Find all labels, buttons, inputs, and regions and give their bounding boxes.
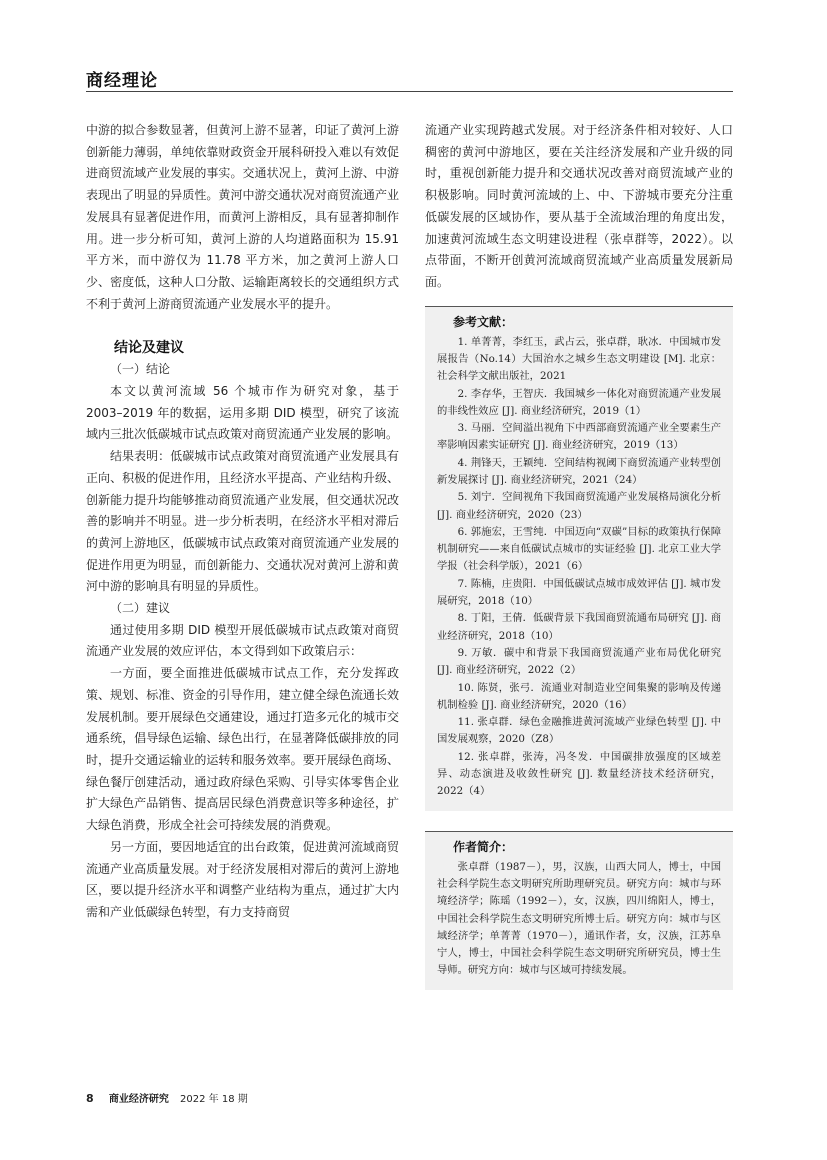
reference-item: 5. 刘宁．空间视角下我国商贸流通产业发展格局演化分析 [J]. 商业经济研究，2020（23） (437, 491, 721, 521)
intro-paragraph: 中游的拟合参数显著，但黄河上游不显著，印证了黄河上游创新能力薄弱，单纯依靠财政资金开展科研投入难以有效促进商贸流域产业发展的事实。交通状况上，黄河上游、中游表现出了明显的异质性。黄河中游交通状况对商贸流通产业发展具有显著促进作用，而黄河上游相反，具有显著抑制作用。进一步分析可知，黄河上游的人均道路面积为 15.91 平方米，而中游仅为 11.78 平方米，加之黄河上游人口少、密度低，这种人口分散、运输距离较长的交通组织方式不利于黄河上游商贸流通产业发展水平的提升。 (86, 123, 399, 311)
suggestion-paragraph-3: 另一方面，要因地适宜的出台政策，促进黄河流域商贸流通产业高质量发展。对于经济发展相对滞后的黄河上游地区，要以提升经济水平和调整产业结构为重点，通过扩大内需和产业低碳绿色转型，有力支持商贸 (86, 839, 399, 919)
reference-item: 12. 张卓群，张涛，冯冬发．中国碳排放强度的区域差异、动态演进及收敛性研究 [J]. 数量经济技术经济研究，2022（4） (437, 750, 721, 798)
right-column (425, 120, 733, 990)
suggestion-paragraph-2: 一方面，要全面推进低碳城市试点工作，充分发挥政策、规划、标准、资金的引导作用，建立健全绿色流通长效发展机制。要开展绿色交通建设，通过打造多元化的城市交通系统，倡导绿色运输、绿色出行，在显著降低碳排放的同时，提升交通运输业的运转和服务效率。要开展绿色商场、绿色餐厅创建活动，通过政府绿色采购、引导实体零售企业扩大绿色产品销售、提高居民绿色消费意识等多种途径，扩大绿色消费，形成全社会可持续发展的消费观。 (86, 666, 399, 833)
page-number: 8 (86, 1092, 94, 1105)
continued-paragraph: 流通产业实现跨越式发展。对于经济条件相对较好、人口稠密的黄河中游地区，要在关注经济发展和产业升级的同时，重视创新能力提升和交通状况改善对商贸流域产业的积极影响。同时黄河流域的上、中、下游城市要充分注重低碳发展的区域协作，要从基于全流域治理的角度出发，加速黄河流域生态文明建设进程（张卓群等，2022）。以点带面，不断开创黄河流域商贸流域产业高质量发展新局面。 (425, 123, 733, 289)
section-header-title: 商经理论 (86, 71, 158, 91)
references-box (425, 306, 733, 811)
conclusion-paragraph-1: 本文以黄河流域 56 个城市作为研究对象，基于 2003–2019 年的数据，运用多期 DID 模型，研究了该流域内三批次低碳城市试点政策对商贸流通产业发展的影响。 (86, 384, 399, 442)
page-footer (86, 1090, 248, 1105)
conclusion-heading: 结论及建议 (114, 340, 184, 357)
suggestion-paragraph-1: 通过使用多期 DID 模型开展低碳城市试点政策对商贸流通产业发展的效应评估，本文得到如下政策启示： (86, 622, 399, 659)
reference-item: 7. 陈楠，庄贵阳．中国低碳试点城市成效评估 [J]. 城市发展研究，2018（10） (437, 577, 721, 608)
conclusion-paragraph-2: 结果表明：低碳城市试点政策对商贸流通产业发展具有正向、积极的促进作用，且经济水平提高、产业结构升级、创新能力提升均能够推动商贸流通产业发展，但交通状况改善的影响并不明显。进一步分析表明，在经济水平相对滞后的黄河上游地区，低碳城市试点政策对商贸流通产业发展的促进作用更为明显，而创新能力、交通状况对黄河上游和黄河中游的影响具有明显的异质性。 (86, 449, 399, 594)
reference-item: 6. 郭施宏，王雪纯．中国迈向“双碳”目标的政策执行保障机制研究——来自低碳试点城市的实证经验 [J]. 北京工业大学学报（社会科学版），2021（6） (437, 525, 721, 573)
subheading-conclusion: （一）结论 (110, 362, 171, 377)
header-divider (86, 91, 733, 92)
subheading-suggestions: （二）建议 (110, 601, 171, 616)
left-column (86, 120, 399, 924)
author-bio-text: 张卓群（1987－），男，汉族，山西大同人，博士，中国社会科学院生态文明研究所助理研究员。研究方向：城市与环境经济学；陈瑶（1992－），女，汉族，四川绵阳人，博士，中国社会科学院生态文明研究所博士后。研究方向：城市与区域经济学；单菁菁（1970－），通讯作者，女，汉族，江苏阜宁人，博士，中国社会科学院生态文明研究所研究员，博士生导师。研究方向：城市与区域可持续发展。 (437, 860, 721, 977)
reference-item: 2. 李存华，王智庆．我国城乡一体化对商贸流通产业发展的非线性效应 [J]. 商业经济研究，2019（1） (437, 387, 721, 417)
reference-item: 8. 丁阳，王倩．低碳背景下我国商贸流通布局研究 [J]. 商业经济研究，2018（10） (437, 612, 721, 642)
author-bio-box (425, 831, 733, 990)
reference-item: 11. 张卓群．绿色金融推进黄河流域产业绿色转型 [J]. 中国发展观察，2020（Z8） (437, 716, 721, 746)
journal-name: 商业经济研究 (108, 1094, 169, 1105)
references-list (437, 334, 721, 801)
reference-item: 3. 马丽．空间溢出视角下中西部商贸流通产业全要素生产率影响因素实证研究 [J]. 商业经济研究，2019（13） (437, 422, 721, 452)
references-title: 参考文献： (453, 314, 514, 329)
reference-item: 9. 万敏．碳中和背景下我国商贸流通产业布局优化研究 [J]. 商业经济研究，2022（2） (437, 646, 721, 677)
reference-item: 10. 陈贤，张弓．流通业对制造业空间集聚的影响及传递机制检验 [J]. 商业经济研究，2020（16） (437, 681, 721, 711)
reference-item: 4. 荆锋天，王颖纯．空间结构视阈下商贸流通产业转型创新发展探讨 [J]. 商业经济研究，2021（24） (437, 456, 721, 486)
author-bio-title: 作者简介： (453, 839, 514, 854)
reference-item: 1. 单菁菁，李红玉，武占云，张卓群，耿冰．中国城市发展报告（No.14）大国治水之城乡生态文明建设 [M]. 北京：社会科学文献出版社，2021 (437, 335, 721, 383)
issue-label: 2022 年 18 期 (180, 1094, 248, 1105)
